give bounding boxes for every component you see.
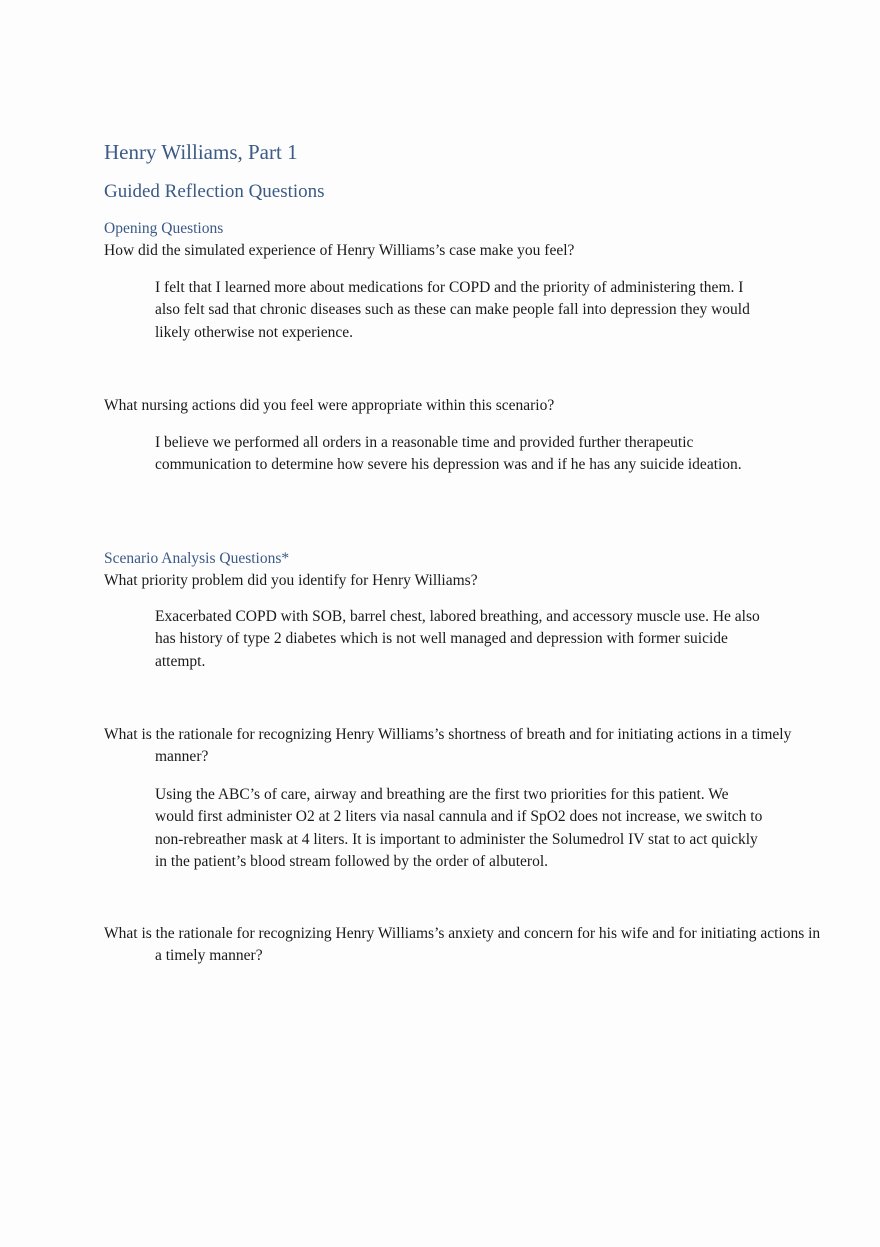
answer-3: Exacerbated COPD with SOB, barrel chest, labored breathing, and accessory muscle use. He also has history of type 2 diabetes which is not well managed and depression with former suicide attempt. [155, 608, 760, 670]
question-4: What is the rationale for recognizing Henry Williams’s shortness of breath and for initiating actions in a timely manner? [104, 726, 792, 765]
answer-1: I felt that I learned more about medications for COPD and the priority of administering them. I also felt sad that chronic diseases such as these can make people fall into depression they would likely otherwise not experience. [155, 279, 750, 341]
section-heading-opening: Opening Questions [104, 220, 224, 237]
question-3: What priority problem did you identify for Henry Williams? [104, 572, 478, 589]
document-subtitle: Guided Reflection Questions [104, 181, 325, 202]
answer-2: I believe we performed all orders in a reasonable time and provided further therapeutic communication to determine how severe his depression was and if he has any suicide ideation. [155, 434, 742, 474]
answer-4: Using the ABC’s of care, airway and breathing are the first two priorities for this patient. We would first administer O2 at 2 liters via nasal cannula and if SpO2 does not increase, we switch to non-rebreather mask at 4 liters. It is important to administer the Solumedrol IV stat to act quickly in the patient’s blood stream followed by the order of albuterol. [155, 786, 763, 870]
question-1: How did the simulated experience of Henry Williams’s case make you feel? [104, 242, 575, 259]
section-heading-scenario-analysis: Scenario Analysis Questions* [104, 550, 290, 567]
document-title: Henry Williams, Part 1 [104, 140, 298, 164]
question-5: What is the rationale for recognizing Henry Williams’s anxiety and concern for his wife and for initiating actions in a timely manner? [104, 925, 821, 964]
question-2: What nursing actions did you feel were appropriate within this scenario? [104, 397, 555, 414]
